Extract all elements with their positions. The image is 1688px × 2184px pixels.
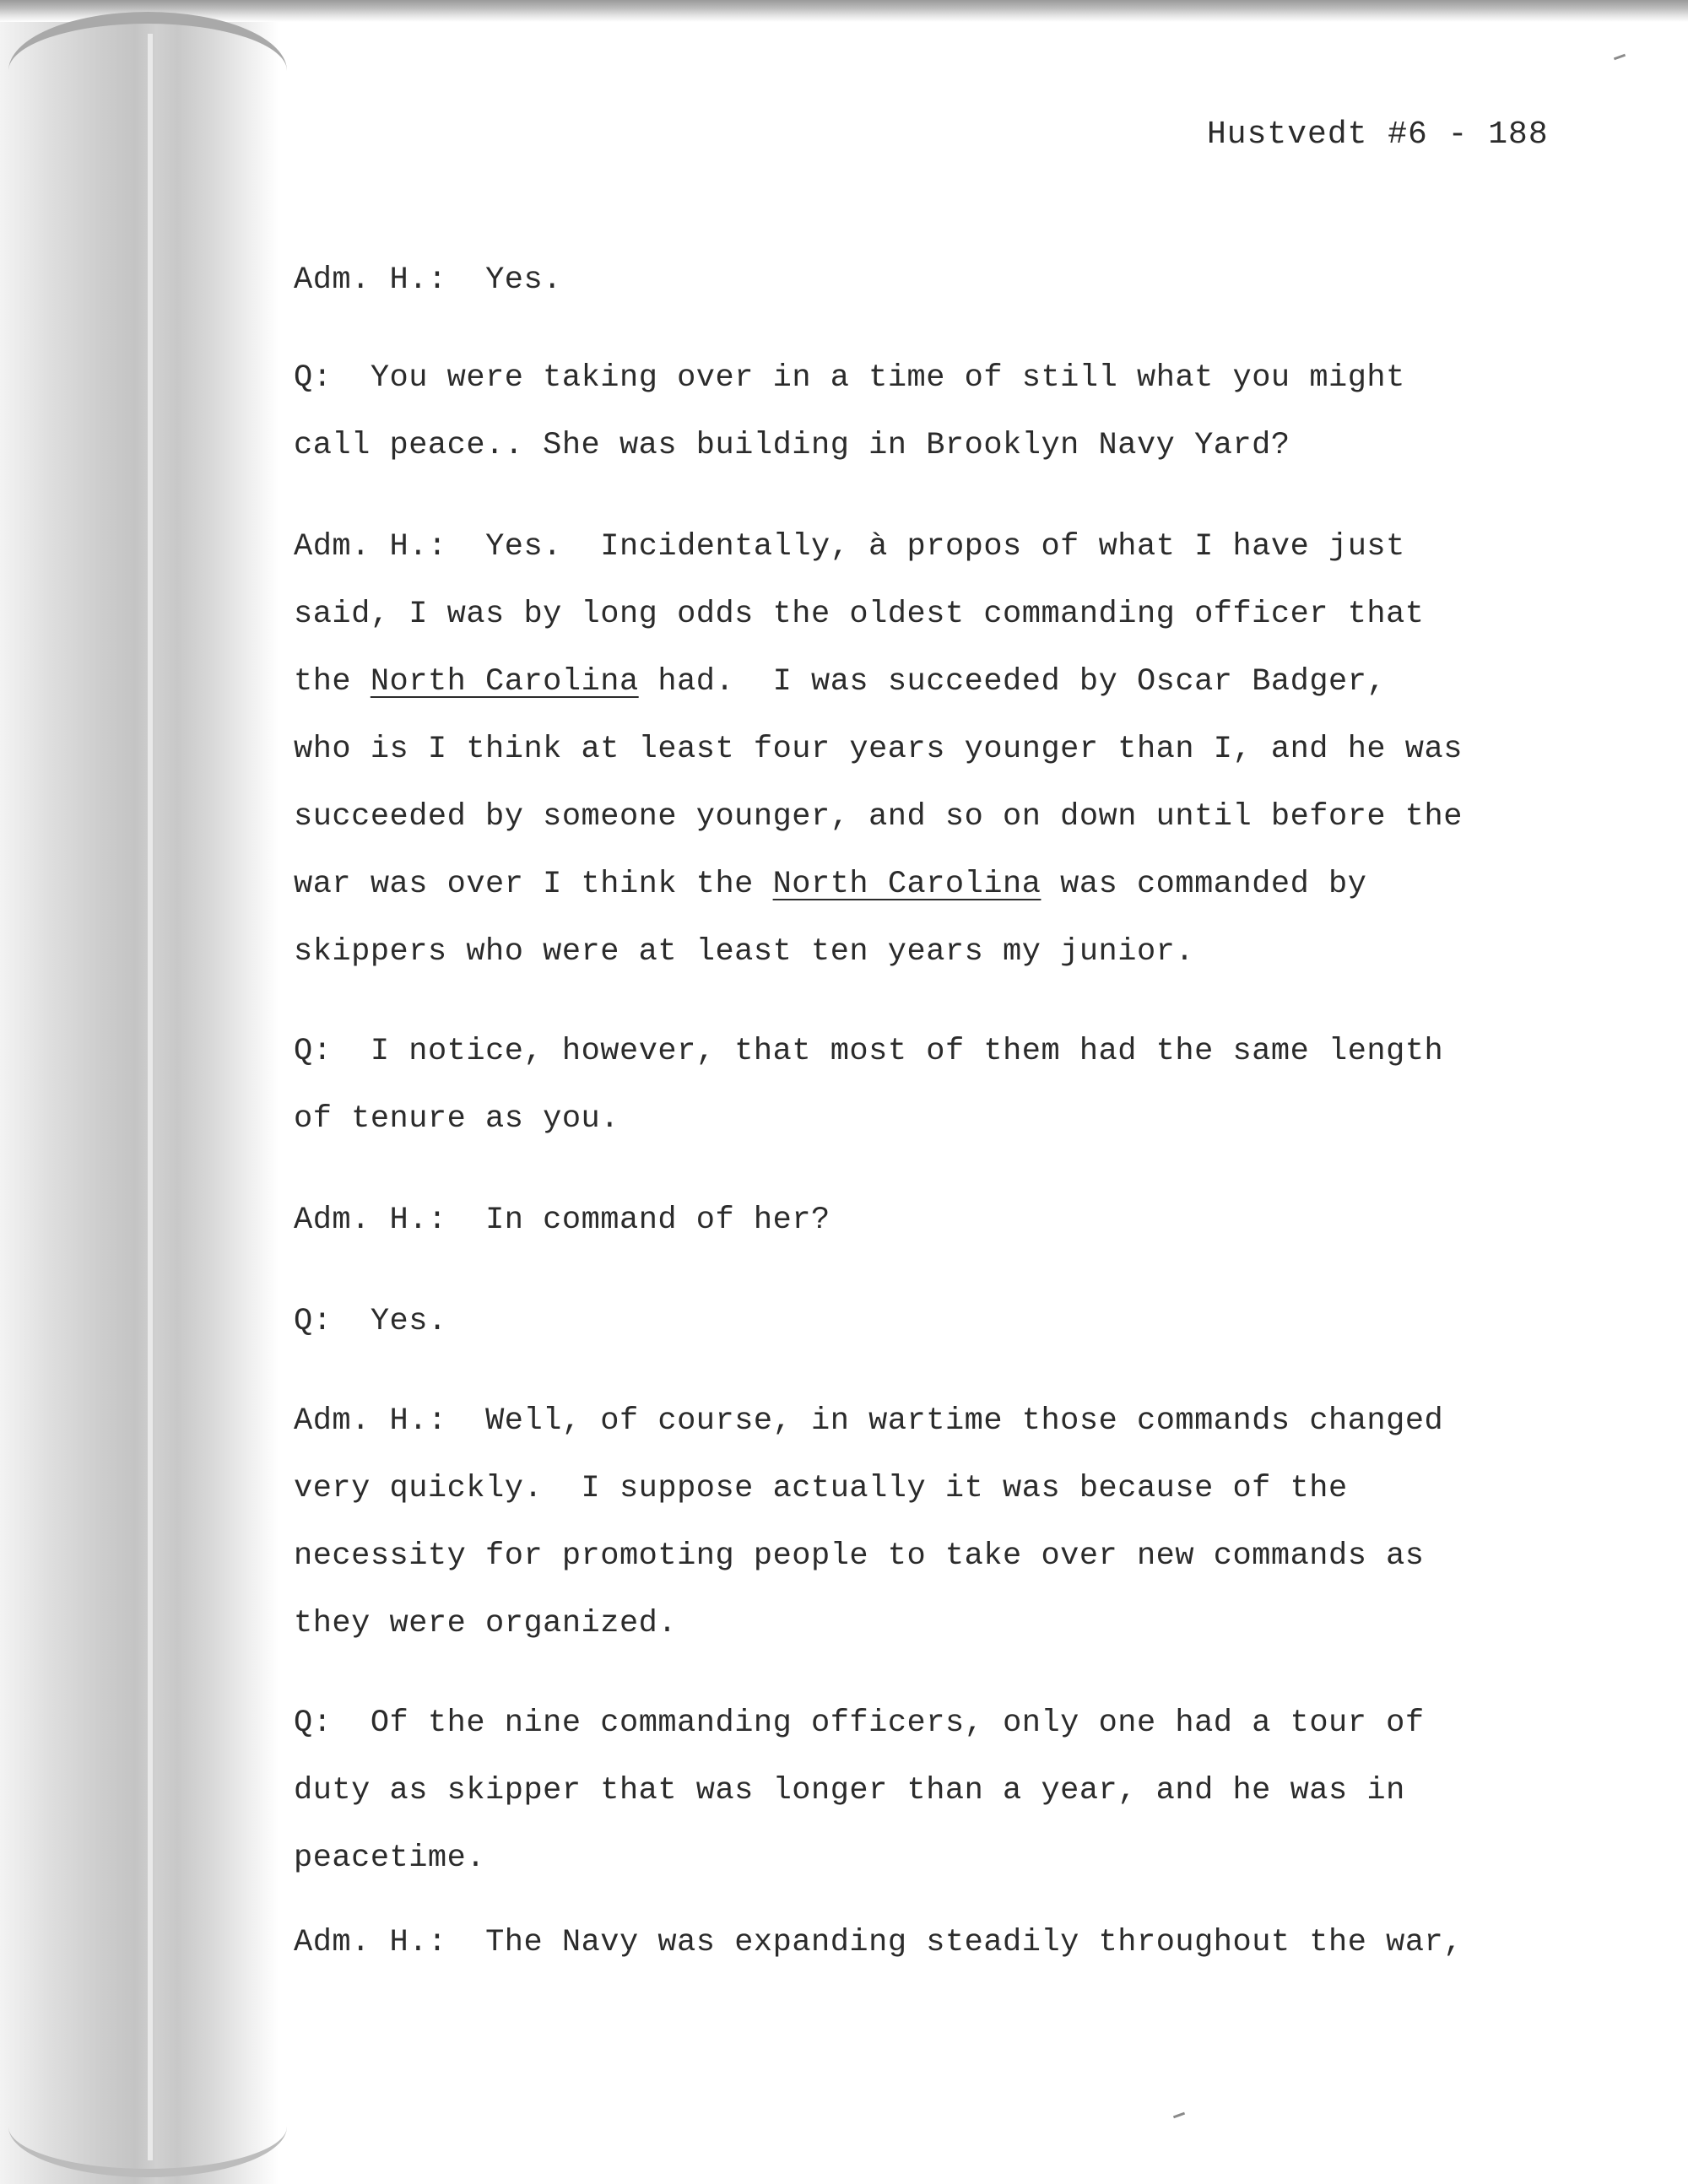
line-text: was commanded by — [1041, 867, 1367, 902]
speaker-label: Adm. H.: — [294, 1203, 447, 1238]
speaker-label: Q: — [294, 1304, 333, 1339]
line-text: The Navy was expanding steadily throughout the war, — [485, 1925, 1463, 1960]
transcript-line: skippers who were at least ten years my junior. — [294, 934, 1195, 970]
transcript-line — [294, 1288, 1543, 1355]
binding-shadow — [0, 0, 279, 2184]
transcript-line — [294, 1187, 1543, 1254]
transcript-paragraph — [294, 1018, 1543, 1153]
speaker-label: Q: — [294, 360, 333, 396]
line-text: Well, of course, in wartime those commands changed — [485, 1403, 1444, 1439]
transcript-paragraph — [294, 1909, 1543, 1976]
transcript-line — [294, 1018, 1543, 1085]
transcript-paragraph — [294, 1387, 1543, 1657]
stray-mark — [1614, 54, 1626, 61]
sheet-top-edge — [0, 0, 1688, 22]
line-text: Yes. Incidentally, à propos of what I have just — [485, 529, 1405, 565]
transcript-line: who is I think at least four years younger than I, and he was — [294, 732, 1463, 767]
line-text: Yes. — [485, 262, 562, 298]
transcript-line — [294, 1909, 1543, 1976]
transcript-paragraph — [294, 246, 1543, 314]
transcript-paragraph — [294, 1187, 1543, 1254]
transcript-line — [294, 648, 1543, 716]
transcript-line: they were organized. — [294, 1606, 678, 1641]
line-text: war was over I think the — [294, 867, 773, 902]
ship-name: North Carolina — [772, 867, 1041, 902]
speaker-label: Adm. H.: — [294, 1403, 447, 1439]
transcript-paragraph — [294, 513, 1543, 986]
transcript-line: very quickly. I suppose actually it was because of the — [294, 1471, 1348, 1506]
transcript-paragraph — [294, 344, 1543, 479]
transcript-line: duty as skipper that was longer than a year, and he was in — [294, 1773, 1405, 1808]
transcript-line — [294, 246, 1543, 314]
line-text: In command of her? — [485, 1203, 830, 1238]
transcript-line: of tenure as you. — [294, 1101, 619, 1137]
transcript-line: necessity for promoting people to take over new commands as — [294, 1538, 1425, 1574]
speaker-label: Adm. H.: — [294, 262, 447, 298]
stray-mark — [1173, 2112, 1185, 2119]
transcript-line — [294, 344, 1543, 412]
line-text: the — [294, 664, 371, 700]
transcript-line — [294, 1387, 1543, 1455]
speaker-label: Q: — [294, 1706, 333, 1741]
transcript-paragraph — [294, 1288, 1543, 1355]
line-text: I notice, however, that most of them had the same length — [370, 1034, 1444, 1069]
speaker-label: Adm. H.: — [294, 529, 447, 565]
transcript-line: said, I was by long odds the oldest commanding officer that — [294, 597, 1425, 632]
transcript-line: call peace.. She was building in Brooklyn Navy Yard? — [294, 428, 1290, 463]
transcript-line: succeeded by someone younger, and so on down until before the — [294, 799, 1463, 835]
transcript-paragraph — [294, 1689, 1543, 1892]
transcript-line: peacetime. — [294, 1841, 486, 1876]
ship-name: North Carolina — [370, 664, 639, 700]
speaker-label: Q: — [294, 1034, 333, 1069]
line-text: You were taking over in a time of still what you might — [370, 360, 1405, 396]
transcript-line — [294, 513, 1543, 581]
line-text: Yes. — [370, 1304, 447, 1339]
transcript-line — [294, 1689, 1543, 1757]
page-header: Hustvedt #6 - 188 — [1207, 116, 1549, 153]
transcript-line — [294, 851, 1543, 918]
line-text: Of the nine commanding officers, only one had a tour of — [370, 1706, 1425, 1741]
speaker-label: Adm. H.: — [294, 1925, 447, 1960]
line-text: had. I was succeeded by Oscar Badger, — [638, 664, 1387, 700]
